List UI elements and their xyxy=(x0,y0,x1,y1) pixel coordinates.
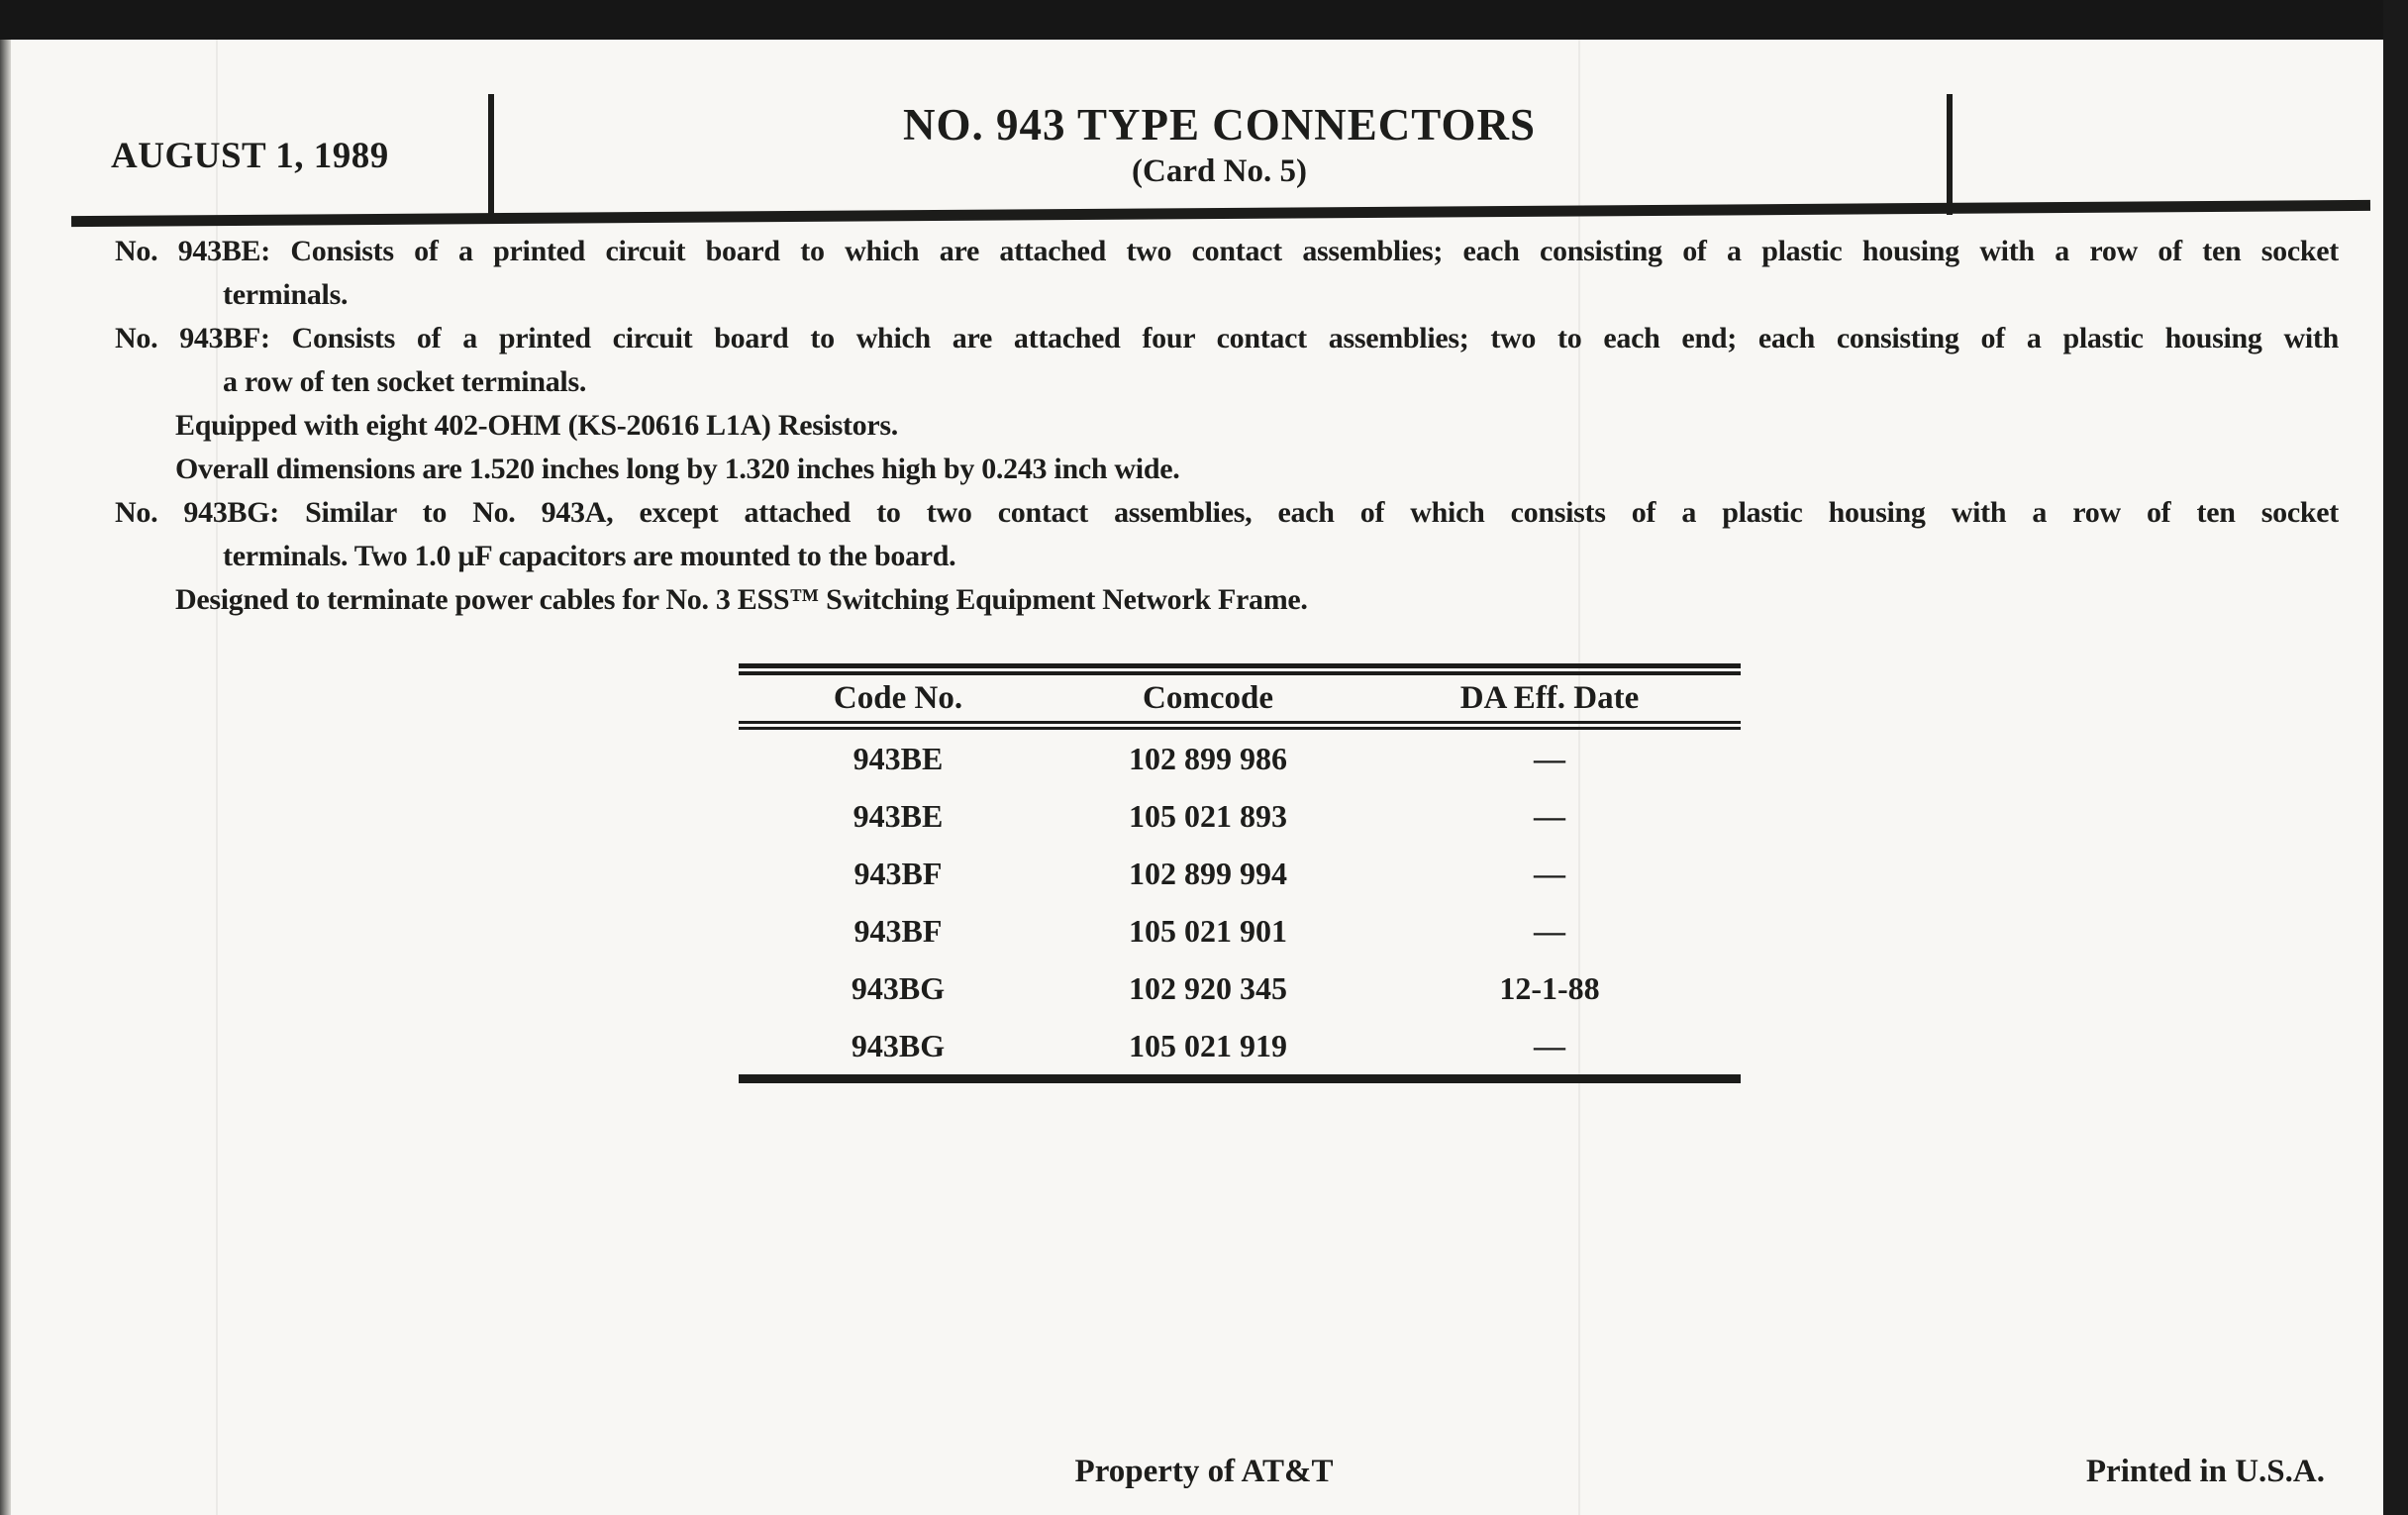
table-cell-code: 943BF xyxy=(853,856,943,891)
table-cell-date: — xyxy=(1534,741,1565,776)
table-row xyxy=(739,845,1741,902)
description-paragraphs xyxy=(0,230,2408,622)
column-header-comcode: Comcode xyxy=(1143,680,1273,716)
card-number-subtitle: (Card No. 5) xyxy=(1132,153,1307,189)
table-cell-code: 943BE xyxy=(853,741,944,776)
body-line: Designed to terminate power cables for No. 3 ESS™ Switching Equipment Network Frame. xyxy=(175,583,1308,616)
table-cell-comcode: 102 899 986 xyxy=(1129,741,1287,776)
page-title: NO. 943 TYPE CONNECTORS xyxy=(903,100,1536,150)
table-cell-code: 943BE xyxy=(853,798,944,834)
title-block xyxy=(490,99,1949,192)
table-cell-date: — xyxy=(1534,856,1565,891)
table-row xyxy=(739,902,1741,960)
table-row xyxy=(739,730,1741,787)
table-cell-comcode: 102 899 994 xyxy=(1129,856,1287,891)
table-cell-date: — xyxy=(1534,798,1565,834)
body-line: a row of ten socket terminals. xyxy=(223,365,587,398)
table-cell-comcode: 102 920 345 xyxy=(1129,970,1287,1006)
table-cell-comcode: 105 021 901 xyxy=(1129,913,1287,949)
body-line: No. 943BE: Consists of a printed circuit board to which are attached two contact assemblies; each consisting of a plastic housing with a row of ten socket xyxy=(115,235,2339,267)
table-cell-date: — xyxy=(1534,913,1565,949)
body-line: No. 943BF: Consists of a printed circuit board to which are attached four contact assemblies; two to each end; each consisting of a plastic housing with xyxy=(115,322,2339,354)
codes-table xyxy=(739,663,1741,1083)
table-row xyxy=(739,960,1741,1017)
table-cell-date: 12-1-88 xyxy=(1499,970,1600,1006)
table-bottom-rule xyxy=(739,1074,1741,1083)
body-line: Overall dimensions are 1.520 inches long by 1.320 inches high by 0.243 inch wide. xyxy=(175,453,1180,485)
table-cell-comcode: 105 021 893 xyxy=(1129,798,1287,834)
header-right-tick xyxy=(1947,94,1953,215)
header-left-tick xyxy=(488,94,494,215)
property-label: Property of AT&T xyxy=(1074,1454,1334,1489)
column-header-da-eff-date: DA Eff. Date xyxy=(1459,680,1640,716)
body-line: terminals. Two 1.0 µF capacitors are mounted to the board. xyxy=(223,540,956,572)
table-cell-code: 943BG xyxy=(851,970,946,1006)
table-cell-code: 943BG xyxy=(851,1028,946,1063)
body-line: No. 943BG: Similar to No. 943A, except attached to two contact assemblies, each of which consists of a plastic housing with a row of ten socket xyxy=(115,496,2339,529)
table-row xyxy=(739,787,1741,845)
body-line: Equipped with eight 402-OHM (KS-20616 L1A) Resistors. xyxy=(175,409,898,442)
table-row xyxy=(739,1017,1741,1074)
column-header-code-no: Code No. xyxy=(833,680,963,716)
table-cell-comcode: 105 021 919 xyxy=(1129,1028,1287,1063)
scan-right-edge xyxy=(2383,0,2408,1515)
body-line: terminals. xyxy=(223,278,349,311)
table-cell-date: — xyxy=(1534,1028,1565,1063)
table-cell-code: 943BF xyxy=(853,913,943,949)
table-top-rule xyxy=(739,663,1741,675)
table-header-rule xyxy=(739,721,1741,730)
header-rule xyxy=(71,200,2370,227)
table-header-row xyxy=(739,675,1741,721)
printed-in-usa-label: Printed in U.S.A. xyxy=(2085,1454,2325,1489)
issue-date: AUGUST 1, 1989 xyxy=(111,136,389,176)
scan-top-edge xyxy=(0,0,2408,40)
